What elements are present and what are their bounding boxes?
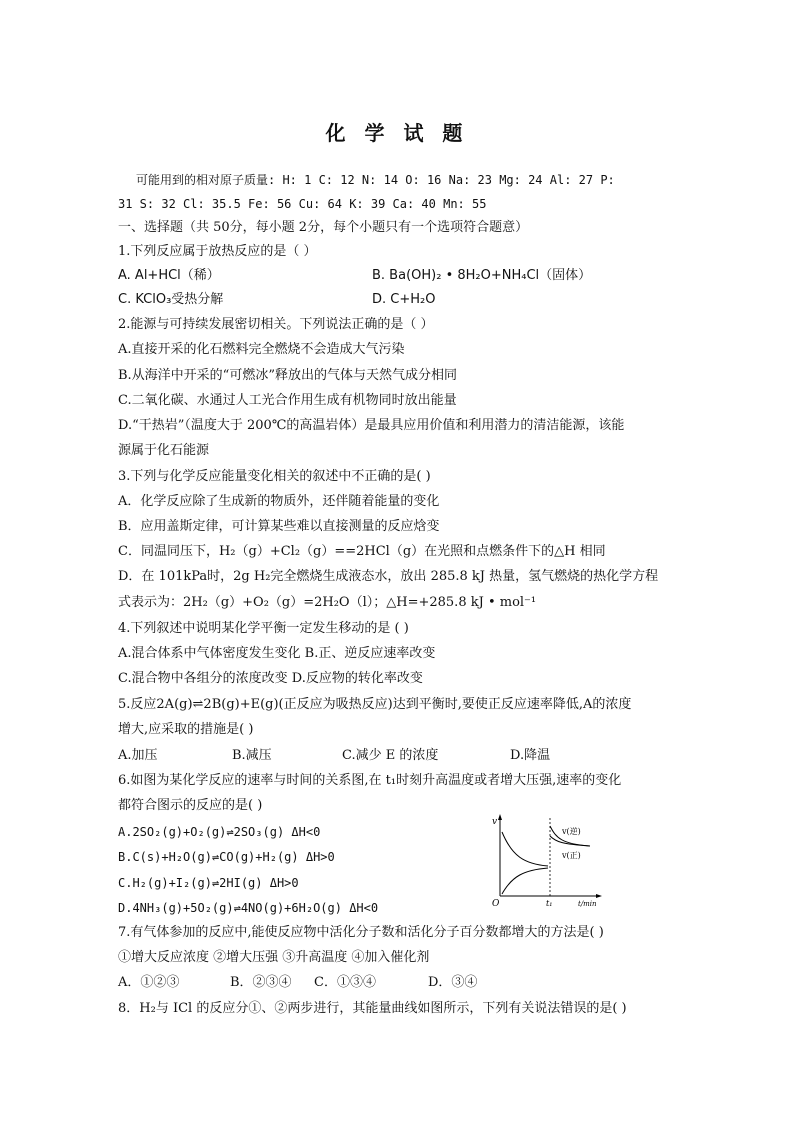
- question-6-option-d: D.4NH₃(g)+5O₂(g)⇌4NO(g)+6H₂O(g) ΔH<0: [118, 901, 379, 915]
- question-5-stem-line-2: 增大,应采取的措施是( ): [118, 722, 254, 737]
- question-5-option-a: A.加压: [118, 748, 158, 763]
- question-4-options-ab: A.混合体系中气体密度发生变化 B.正、逆反应速率改变: [118, 646, 436, 661]
- curve-reverse-before: [502, 832, 548, 866]
- question-2-option-d-line-1: D.“干热岩”（温度大于 200℃的高温岩体）是最具应用价值和利用潜力的清洁能源，该能: [118, 418, 625, 433]
- question-3-option-d-line-2: 式表示为：2H₂（g）+O₂（g）=2H₂O（l）；△H=+285.8 kJ • mol⁻¹: [118, 595, 537, 610]
- question-7-stem: 7.有气体参加的反应中,能使反应物中活化分子数和活化分子百分数都增大的方法是( ): [118, 925, 604, 940]
- question-3-option-b: B．应用盖斯定律，可计算某些难以直接测量的反应焓变: [118, 519, 440, 534]
- graph-lower-curve-label: v(正): [562, 851, 581, 860]
- question-2-option-d-line-2: 源属于化石能源: [118, 443, 210, 458]
- question-6-stem-line-2: 都符合图示的反应的是( ): [118, 798, 263, 813]
- question-3-option-c: C．同温同压下，H₂（g）+Cl₂（g）==2HCl（g）在光照和点燃条件下的△H 相同: [118, 544, 606, 559]
- question-5-option-b: B.减压: [232, 748, 272, 763]
- curve-forward-before: [502, 868, 548, 894]
- atomic-mass-line-1: 可能用到的相对原子质量: H: 1 C: 12 N: 14 O: 16 Na: 23 Mg: 24 Al: 27 P:: [136, 173, 615, 187]
- curve-forward-after: [550, 836, 590, 846]
- question-3-option-a: A．化学反应除了生成新的物质外，还伴随着能量的变化: [118, 494, 440, 509]
- page-title: 化 学 试 题: [325, 121, 469, 145]
- x-axis-arrow: [596, 894, 602, 898]
- question-2-option-b: B.从海洋中开采的“可燃冰”释放出的气体与天然气成分相同: [118, 368, 457, 383]
- question-5-option-c: C.减少 E 的浓度: [342, 748, 439, 763]
- question-7-option-c: C．①③④: [314, 975, 376, 990]
- graph-upper-curve-label: v(逆): [562, 827, 581, 836]
- y-axis-arrow: [498, 814, 502, 820]
- question-7-items: ①增大反应浓度 ②增大压强 ③升高温度 ④加入催化剂: [118, 950, 430, 965]
- question-3-option-d-line-1: D．在 101kPa时，2g H₂完全燃烧生成液态水，放出 285.8 kJ 热量，氢气燃烧的热化学方程: [118, 569, 659, 584]
- question-6-stem-line-1: 6.如图为某化学反应的速率与时间的关系图,在 t₁时刻升高温度或者增大压强,速率的变化: [118, 773, 622, 788]
- section-heading: 一、选择题（共 50分，每小题 2分，每个小题只有一个选项符合题意）: [118, 220, 529, 235]
- question-4-stem: 4.下列叙述中说明某化学平衡一定发生移动的是 ( ): [118, 621, 409, 636]
- question-1-option-b: B. Ba(OH)₂ • 8H₂O+NH₄Cl（固体）: [372, 268, 592, 283]
- question-3-stem: 3.下列与化学反应能量变化相关的叙述中不正确的是( ): [118, 469, 431, 484]
- graph-t1-label: t₁: [546, 899, 553, 908]
- question-7-option-a: A．①②③: [118, 975, 180, 990]
- graph-origin-label: O: [492, 899, 500, 908]
- question-6-option-a: A.2SO₂(g)+O₂(g)⇌2SO₃(g) ΔH<0: [118, 825, 321, 839]
- question-1-option-a: A. Al+HCl（稀）: [118, 268, 220, 283]
- rate-time-graph: [486, 812, 604, 908]
- question-4-options-cd: C.混合物中各组分的浓度改变 D.反应物的转化率改变: [118, 671, 423, 686]
- question-1-option-d: D. C+H₂O: [372, 292, 436, 307]
- question-6-option-c: C.H₂(g)+I₂(g)⇌2HI(g) ΔH>0: [118, 876, 299, 890]
- question-2-stem: 2.能源与可持续发展密切相关。下列说法正确的是（ ）: [118, 317, 434, 332]
- atomic-mass-line-2: 31 S: 32 Cl: 35.5 Fe: 56 Cu: 64 K: 39 Ca: 40 Mn: 55: [118, 197, 487, 211]
- question-1-stem: 1.下列反应属于放热反应的是（ ）: [118, 244, 317, 259]
- question-2-option-a: A.直接开采的化石燃料完全燃烧不会造成大气污染: [118, 342, 405, 357]
- question-7-option-b: B．②③④: [230, 975, 292, 990]
- question-2-option-c: C.二氧化碳、水通过人工光合作用生成有机物同时放出能量: [118, 393, 457, 408]
- question-8-stem: 8．H₂与 ICl 的反应分①、②两步进行，其能量曲线如图所示，下列有关说法错误的是( ): [118, 1001, 627, 1016]
- question-6-option-b: B.C(s)+H₂O(g)⇌CO(g)+H₂(g) ΔH>0: [118, 850, 335, 864]
- question-7-option-d: D．③④: [428, 975, 478, 990]
- question-1-option-c: C. KClO₃受热分解: [118, 292, 224, 307]
- question-5-option-d: D.降温: [510, 748, 551, 763]
- graph-x-label: t/min: [578, 900, 597, 908]
- question-5-stem-line-1: 5.反应2A(g)⇌2B(g)+E(g)(正反应为吸热反应)达到平衡时,要使正反应速率降低,A的浓度: [118, 697, 632, 712]
- graph-y-label: v: [492, 817, 498, 827]
